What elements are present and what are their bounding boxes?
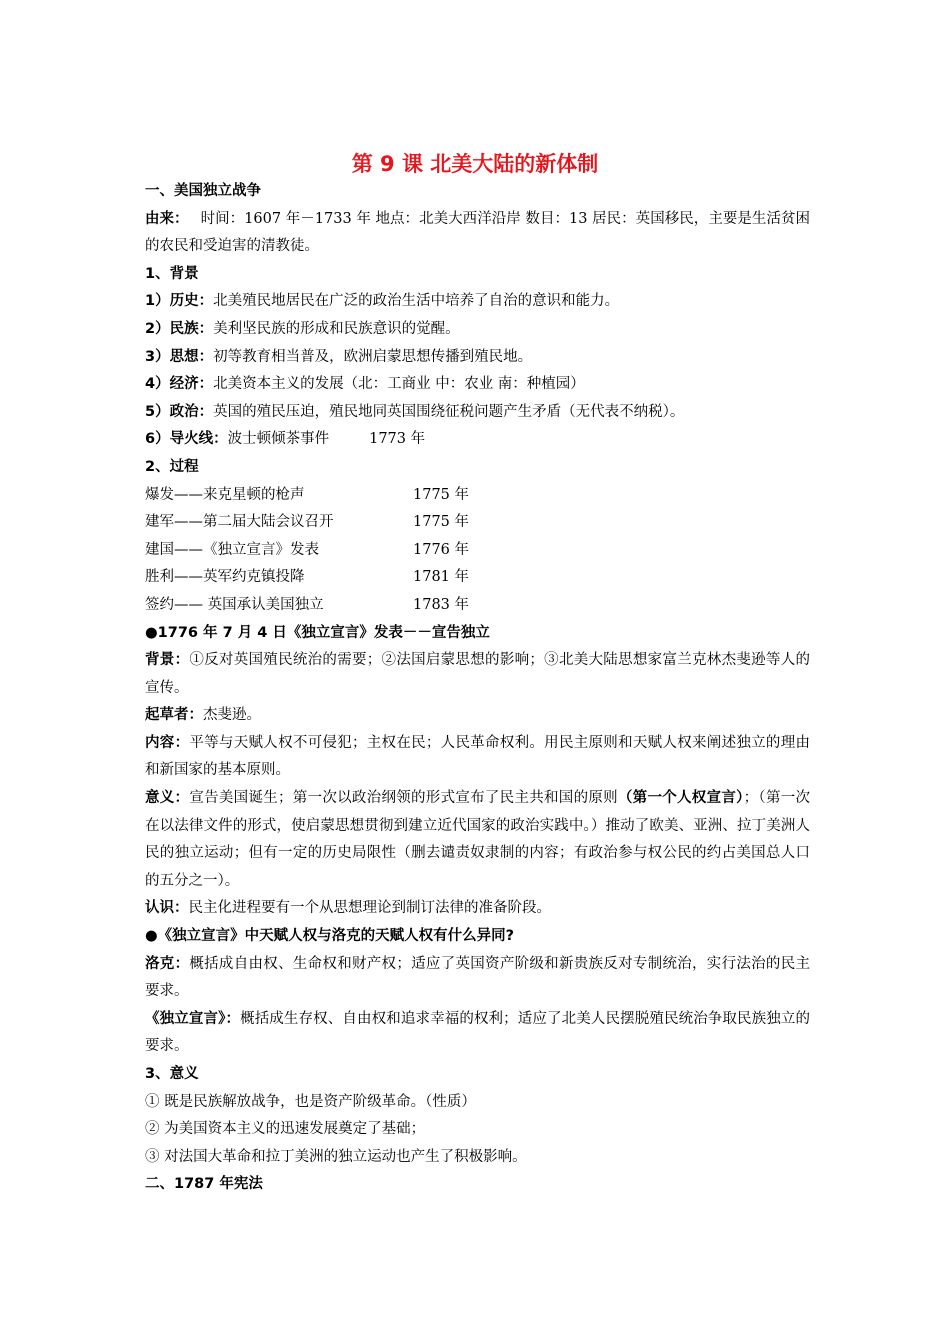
background-heading: 1、背景 — [145, 265, 199, 282]
lesson-content — [145, 178, 810, 1199]
bg-item-thought: 3）思想：初等教育相当普及，欧洲启蒙思想传播到殖民地。 — [145, 348, 533, 365]
locke-paragraph: 洛克：概括成自由权、生命权和财产权；适应了英国资产阶级和新贵族反对专制统治，实行法治的民主要求。 — [145, 955, 811, 1000]
bg-item-economy: 4）经济：北美资本主义的发展（北：工商业 中：农业 南：种植园） — [145, 376, 585, 393]
origin-text: 时间：1607 年－1733 年 地点：北美大西洋沿岸 数目：13 居民：英国移民，主要是生活贫困的农民和受迫害的清教徒。 — [145, 210, 811, 255]
timeline-row: 爆发——来克星顿的枪声 1775 年 — [145, 486, 470, 503]
decl-background: 背景：①反对英国殖民统治的需要；②法国启蒙思想的影响；③北美大陆思想家富兰克林杰斐逊等人的宣传。 — [145, 652, 811, 696]
origin-label: 由来： — [145, 210, 189, 227]
section-heading-constitution: 二、1787 年宪法 — [145, 1176, 263, 1193]
significance-item: ③ 对法国大革命和拉丁美洲的独立运动也产生了积极影响。 — [145, 1148, 527, 1165]
timeline-row: 建国——《独立宣言》发表 1776 年 — [145, 541, 470, 558]
declaration-heading: ●1776 年 7 月 4 日《独立宣言》发表－－宣告独立 — [145, 624, 490, 641]
timeline-row: 签约—— 英国承认美国独立 1783 年 — [145, 596, 470, 613]
lesson-title: 第 9 课 北美大陆的新体制 — [351, 152, 599, 176]
decl-meaning: 意义：宣告美国诞生；第一次以政治纲领的形式宣布了民主共和国的原则（第一个人权宣言）；（第一次在以法律文件的形式，使启蒙思想贯彻到建立近代国家的政治实践中。）推动了欧美、亚洲、拉丁美洲人民的独立运动；但有一定的历史局限性（删去谴责奴隶制的内容；有政治参与权公民的约占美国总人口的五分之一）。 — [145, 790, 811, 889]
compare-heading: ●《独立宣言》中天赋人权与洛克的天赋人权有什么异同? — [145, 928, 515, 945]
process-timeline — [145, 482, 810, 620]
trigger-year: 1773 年 — [369, 431, 426, 448]
bg-item-trigger: 6）导火线：波士顿倾茶事件 1773 年 — [145, 431, 426, 448]
significance-item: ① 既是民族解放战争，也是资产阶级革命。（性质） — [145, 1093, 476, 1110]
timeline-row: 胜利——英军约克镇投降 1781 年 — [145, 569, 470, 586]
decl-content: 内容：平等与天赋人权不可侵犯；主权在民；人民革命权利。用民主原则和天赋人权来阐述独立的理由和新国家的基本原则。 — [145, 734, 811, 779]
bg-item-history: 1）历史：北美殖民地居民在广泛的政治生活中培养了自治的意识和能力。 — [145, 293, 620, 310]
origin-paragraph — [145, 206, 810, 261]
bg-item-politics: 5）政治：英国的殖民压迫，殖民地同英国围绕征税问题产生矛盾（无代表不纳税）。 — [145, 403, 685, 420]
bg-item-nation: 2）民族：美利坚民族的形成和民族意识的觉醒。 — [145, 320, 460, 337]
process-heading: 2、过程 — [145, 458, 199, 475]
significance-item: ② 为美国资本主义的迅速发展奠定了基础； — [145, 1121, 426, 1138]
significance-heading: 3、意义 — [145, 1066, 199, 1082]
section-heading-war: 一、美国独立战争 — [145, 183, 261, 199]
declaration-rights-paragraph: 《独立宣言》：概括成生存权、自由权和追求幸福的权利；适应了北美人民摆脱殖民统治争取民族独立的要求。 — [145, 1010, 811, 1055]
timeline-row: 建军——第二届大陆会议召开 1775 年 — [145, 514, 470, 531]
decl-drafter: 起草者：杰斐逊。 — [145, 707, 261, 724]
decl-recognition: 认识：民主化进程要有一个从思想理论到制订法律的准备阶段。 — [145, 900, 551, 917]
